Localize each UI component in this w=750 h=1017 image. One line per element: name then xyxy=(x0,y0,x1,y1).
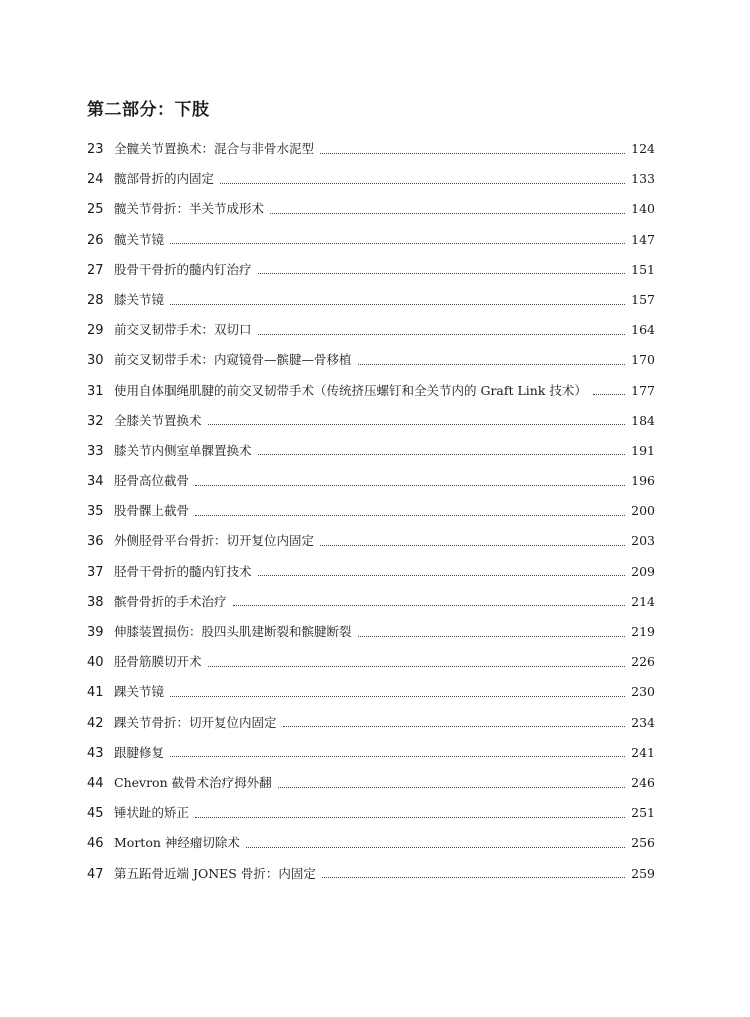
dot-leader xyxy=(258,273,626,274)
chapter-title: 膝关节镜 xyxy=(114,291,165,307)
toc-entry[interactable] xyxy=(87,164,655,194)
toc-entry[interactable] xyxy=(87,617,655,647)
page-number: 241 xyxy=(631,744,655,760)
chapter-title: 股骨髁上截骨 xyxy=(114,503,190,519)
dot-leader xyxy=(195,515,625,516)
page-number: 140 xyxy=(631,201,655,217)
chapter-number: 36 xyxy=(87,534,104,550)
dot-leader xyxy=(233,605,626,606)
toc-entry[interactable] xyxy=(87,587,655,617)
page-number: 170 xyxy=(631,352,655,368)
chapter-number: 31 xyxy=(87,383,104,399)
dot-leader xyxy=(320,153,625,154)
section-title: 第二部分：下肢 xyxy=(87,100,210,120)
chapter-title: 髌骨骨折的手术治疗 xyxy=(114,593,227,609)
toc-entry[interactable] xyxy=(87,557,655,587)
toc-entry[interactable] xyxy=(87,768,655,798)
toc-entry[interactable] xyxy=(87,436,655,466)
page-number: 214 xyxy=(631,593,655,609)
chapter-number: 27 xyxy=(87,262,104,278)
chapter-number: 47 xyxy=(87,866,104,882)
chapter-title: 使用自体腘绳肌腱的前交叉韧带手术（传统挤压螺钉和全关节内的 Graft Link 技术） xyxy=(114,382,587,398)
toc-entry[interactable] xyxy=(87,708,655,738)
chapter-number: 43 xyxy=(87,745,104,761)
toc-entry[interactable] xyxy=(87,345,655,375)
chapter-number: 29 xyxy=(87,323,104,339)
chapter-title: 胫骨干骨折的髓内钉技术 xyxy=(114,563,252,579)
chapter-number: 35 xyxy=(87,504,104,520)
page-number: 203 xyxy=(631,533,655,549)
chapter-number: 46 xyxy=(87,836,104,852)
toc-entry[interactable] xyxy=(87,526,655,556)
page-number: 226 xyxy=(631,654,655,670)
page-number: 200 xyxy=(631,503,655,519)
page-number: 196 xyxy=(631,473,655,489)
chapter-number: 42 xyxy=(87,715,104,731)
toc-entry[interactable] xyxy=(87,496,655,526)
chapter-title: 锤状趾的矫正 xyxy=(114,805,190,821)
chapter-number: 44 xyxy=(87,775,104,791)
toc-entry[interactable] xyxy=(87,315,655,345)
dot-leader xyxy=(278,787,626,788)
toc-entry[interactable] xyxy=(87,798,655,828)
page-number: 133 xyxy=(631,171,655,187)
dot-leader xyxy=(358,364,626,365)
dot-leader xyxy=(170,243,625,244)
dot-leader xyxy=(258,454,626,455)
chapter-title: 胫骨筋膜切开术 xyxy=(114,654,202,670)
page-number: 209 xyxy=(631,563,655,579)
toc-entry[interactable] xyxy=(87,194,655,224)
chapter-number: 40 xyxy=(87,655,104,671)
page-number: 164 xyxy=(631,322,655,338)
dot-leader xyxy=(220,183,625,184)
chapter-title: Chevron 截骨术治疗拇外翻 xyxy=(114,774,272,790)
page-number: 230 xyxy=(631,684,655,700)
chapter-title: 踝关节镜 xyxy=(114,684,165,700)
chapter-title: 前交叉韧带手术：双切口 xyxy=(114,322,252,338)
chapter-number: 30 xyxy=(87,353,104,369)
dot-leader xyxy=(246,847,625,848)
dot-leader xyxy=(593,394,625,395)
dot-leader xyxy=(283,726,626,727)
chapter-number: 39 xyxy=(87,625,104,640)
dot-leader xyxy=(195,817,625,818)
page-number: 147 xyxy=(631,231,655,247)
dot-leader xyxy=(270,213,625,214)
chapter-title: 胫骨高位截骨 xyxy=(114,473,190,489)
toc-entry[interactable] xyxy=(87,376,655,406)
chapter-title: 跟腱修复 xyxy=(114,744,165,760)
page-number: 219 xyxy=(631,624,655,639)
dot-leader xyxy=(322,877,625,878)
chapter-title: 伸膝装置损伤：股四头肌建断裂和髌腱断裂 xyxy=(114,624,352,639)
toc-entry[interactable] xyxy=(87,859,655,889)
chapter-number: 28 xyxy=(87,292,104,308)
toc-entry[interactable] xyxy=(87,134,655,164)
toc-entry[interactable] xyxy=(87,466,655,496)
chapter-number: 23 xyxy=(87,142,104,157)
toc-entry[interactable] xyxy=(87,225,655,255)
dot-leader xyxy=(320,545,625,546)
chapter-title: Morton 神经瘤切除术 xyxy=(114,835,240,851)
dot-leader xyxy=(170,304,625,305)
page-number: 157 xyxy=(631,291,655,307)
chapter-number: 26 xyxy=(87,232,104,248)
toc-entry[interactable] xyxy=(87,647,655,677)
chapter-title: 髋关节镜 xyxy=(114,231,165,247)
table-of-contents xyxy=(87,134,655,889)
chapter-title: 前交叉韧带手术：内窥镜骨—髌腱—骨移植 xyxy=(114,352,352,368)
chapter-title: 第五跖骨近端 JONES 骨折：内固定 xyxy=(114,865,316,881)
toc-entry[interactable] xyxy=(87,255,655,285)
chapter-title: 股骨干骨折的髓内钉治疗 xyxy=(114,261,252,277)
page-number: 256 xyxy=(631,835,655,851)
chapter-number: 41 xyxy=(87,685,104,701)
chapter-number: 37 xyxy=(87,564,104,580)
dot-leader xyxy=(208,424,626,425)
chapter-title: 踝关节骨折：切开复位内固定 xyxy=(114,714,277,730)
dot-leader xyxy=(170,756,625,757)
chapter-number: 33 xyxy=(87,443,104,459)
page-number: 246 xyxy=(631,774,655,790)
dot-leader xyxy=(170,696,625,697)
dot-leader xyxy=(358,636,626,637)
chapter-number: 38 xyxy=(87,594,104,610)
dot-leader xyxy=(258,575,626,576)
chapter-number: 25 xyxy=(87,202,104,218)
dot-leader xyxy=(208,666,626,667)
page-number: 251 xyxy=(631,805,655,821)
toc-entry[interactable] xyxy=(87,828,655,858)
chapter-title: 外侧胫骨平台骨折：切开复位内固定 xyxy=(114,533,315,549)
page-number: 259 xyxy=(631,865,655,881)
chapter-title: 髋关节骨折：半关节成形术 xyxy=(114,201,265,217)
dot-leader xyxy=(195,485,625,486)
chapter-number: 34 xyxy=(87,474,104,490)
chapter-number: 24 xyxy=(87,172,104,188)
chapter-title: 膝关节内侧室单髁置换术 xyxy=(114,442,252,458)
toc-entry[interactable] xyxy=(87,738,655,768)
page-number: 191 xyxy=(631,442,655,458)
chapter-number: 45 xyxy=(87,806,104,822)
page-number: 177 xyxy=(631,382,655,398)
chapter-title: 全膝关节置换术 xyxy=(114,412,202,428)
chapter-title: 全髋关节置换术：混合与非骨水泥型 xyxy=(114,141,315,156)
page-number: 234 xyxy=(631,714,655,730)
page-number: 184 xyxy=(631,412,655,428)
dot-leader xyxy=(258,334,626,335)
page-number: 124 xyxy=(631,141,655,156)
chapter-title: 髋部骨折的内固定 xyxy=(114,171,215,187)
page-number: 151 xyxy=(631,261,655,277)
toc-entry[interactable] xyxy=(87,285,655,315)
toc-entry[interactable] xyxy=(87,406,655,436)
toc-entry[interactable] xyxy=(87,677,655,707)
chapter-number: 32 xyxy=(87,413,104,429)
